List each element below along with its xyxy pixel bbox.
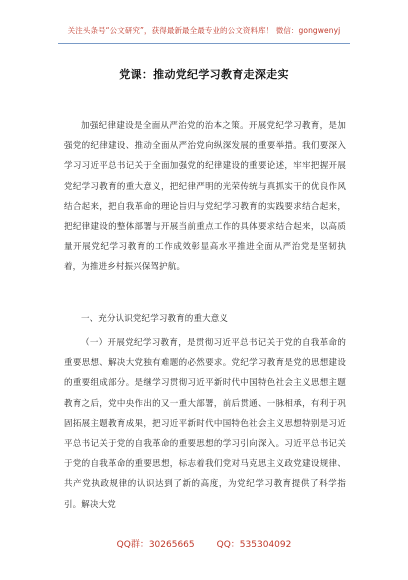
header-notice: 关注头条号“公文研究”，获得最新最全最专业的公文资料库！ 微信：gongwenyj xyxy=(67,26,341,35)
footer-contacts xyxy=(0,537,408,550)
header-divider xyxy=(58,43,350,44)
body-paragraph: （一）开展党纪学习教育，是贯彻习近平总书记关于党的自我革命的重要思想、解决大党独有难题的必然要求。党纪学习教育是党的思想建设的重要组成部分。是继学习贯彻习近平新时代中国特色社会主义思想主题教育之后，党中央作出的又一重大部署，前后贯通、一脉相承，有利于巩固拓展主题教育成果，把习近平新时代中国特色社会主义思想特别是习近平总书记关于党的自我革命的重要思想的学习引向深入。习近平总书记关于党的自我革命的重要思想，标志着我们党对马克思主义政党建设规律、共产党执政规律的认识达到了新的高度，为党纪学习教育提供了科学指引。解决大党 xyxy=(64,338,346,510)
intro-paragraph: 加强纪律建设是全面从严治党的治本之策。开展党纪学习教育，是加强党的纪律建设、推动全面从严治党向纵深发展的重要举措。我们要深入学习习近平总书记关于全面加强党的纪律建设的重要论述，牢牢把握开展党纪学习教育的重大意义，把纪律严明的光荣传统与真抓实干的优良作风结合起来，把自我革命的理论旨归与党纪学习教育的实践要求结合起来，把纪律建设的整体部署与开展当前重点工作的具体要求结合起来，以高质量开展党纪学习教育的工作成效彰显高水平推进全面从严治党是坚韧执着，为推进乡村振兴保驾护航。 xyxy=(64,121,346,273)
footer-qq: QQ：535304092 xyxy=(216,540,292,550)
document-title: 党课：推动党纪学习教育走深走实 xyxy=(119,68,289,81)
section-heading: 一、充分认识党纪学习教育的重大意义 xyxy=(81,314,229,324)
footer-qq-group: QQ群：30265665 xyxy=(116,540,195,550)
